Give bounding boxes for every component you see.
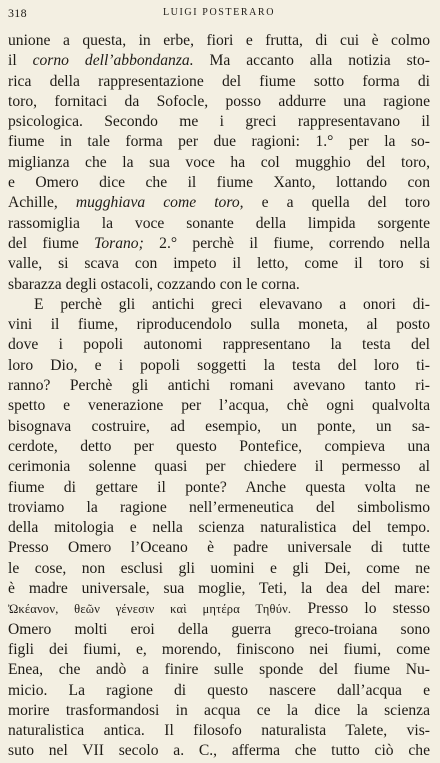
text-line xyxy=(8,457,430,477)
text-line xyxy=(8,193,430,213)
text-line xyxy=(8,701,430,721)
text-run: micio. La ragione di questo nascere dall’acqua e xyxy=(8,681,430,699)
text-run: 2.° perchè il fiume, correndo nella xyxy=(143,234,430,252)
text-run: il xyxy=(8,52,33,70)
text-line xyxy=(8,254,430,274)
text-line xyxy=(8,275,430,295)
italic-phrase: corno dell’abbondanza. xyxy=(32,52,194,70)
text-run: cerimonia solenne quasi per chiedere il permesso al xyxy=(8,458,430,476)
text-run: valle, si scava con impeto il letto, come il toro si xyxy=(8,255,430,273)
text-line xyxy=(8,112,430,132)
text-run: ranno? Perchè gli antichi romani avevano tanto ri- xyxy=(8,377,430,395)
text-run: naturalistica antica. Il filosofo naturalista Talete, vis- xyxy=(8,722,430,740)
text-run: unione a questa, in erbe, fiori e frutta, di cui è colmo xyxy=(8,32,430,49)
text-line xyxy=(8,620,430,640)
text-run: bisognava costruire, ad esempio, un ponte, un sa- xyxy=(8,417,430,435)
text-line xyxy=(8,741,430,761)
page-header xyxy=(8,6,430,26)
text-line xyxy=(8,417,430,437)
greek-quote: Ὠκέανον, θεῶν γένεσιν καὶ μητέρα Τηθύν. xyxy=(8,602,292,617)
text-run: vini il fiume, riproducendolo sulla moneta, al posto xyxy=(8,316,430,334)
text-run: le cose, non esclusi gli uomini e gli Dei, come ne xyxy=(8,559,430,577)
text-run: figli dei fiumi, e, morendo, finiscono nei fiumi, come xyxy=(8,640,430,658)
page-number: 318 xyxy=(8,6,27,20)
text-line xyxy=(8,173,430,193)
text-run: loro Dio, e i popoli soggetti la testa del loro ti- xyxy=(8,356,430,374)
text-run: sbarazza degli ostacoli, cozzando con le corna. xyxy=(8,275,300,293)
text-line xyxy=(8,153,430,173)
text-line xyxy=(8,721,430,741)
text-line xyxy=(8,599,430,619)
running-head: LUIGI POSTERARO xyxy=(162,7,276,18)
text-line xyxy=(8,681,430,701)
text-line xyxy=(8,92,430,112)
text-run: e Omero dice che il fiume Xanto, lottando con xyxy=(8,174,430,192)
text-line xyxy=(8,72,430,92)
text-run: Presso lo stesso xyxy=(291,600,430,618)
text-run: cerdote, detto per questo Pontefice, compieva una xyxy=(8,437,430,455)
text-line xyxy=(8,478,430,498)
text-run: morire trasformandosi in acqua ce la dice la scienza xyxy=(8,701,430,719)
text-line xyxy=(8,335,430,355)
text-run: suto nel VII secolo a. C., afferma che tutto ciò che xyxy=(8,742,430,760)
text-run: rassomiglia la voce sonante della limpida sorgente xyxy=(8,214,430,232)
text-line xyxy=(8,214,430,234)
text-run: fiume in tale forma per due ragioni: 1.° per la so- xyxy=(8,133,430,151)
text-run: del fiume xyxy=(8,234,95,252)
text-run: è madre universale, sua moglie, Teti, la dea del mare: xyxy=(8,580,430,598)
text-line xyxy=(8,132,430,152)
text-line xyxy=(8,640,430,660)
text-line xyxy=(8,234,430,254)
text-run: miglianza che la sua voce ha col mugghio del toro, xyxy=(8,153,430,171)
body-text xyxy=(8,31,430,762)
italic-phrase: Torano; xyxy=(94,234,144,252)
text-line xyxy=(8,376,430,396)
text-run: della mitologia e nella scienza naturalistica del tempo. xyxy=(8,519,430,537)
text-run: Presso Omero l’Oceano è padre universale di tutte xyxy=(8,539,430,557)
text-run: spetto e venerazione per l’acqua, chè ogni qualvolta xyxy=(8,397,430,415)
text-run: dove i popoli autonomi rappresentano la testa del xyxy=(8,336,430,354)
text-run: E perchè gli antichi greci elevavano a onori di- xyxy=(34,295,430,313)
text-run: toro, fornitaci da Sofocle, posso addurre una ragione xyxy=(8,92,430,110)
text-run: Omero molti eroi della guerra greco-troiana sono xyxy=(8,620,430,638)
text-line xyxy=(8,559,430,579)
text-run: fiume di gettare il ponte? Anche questa volta ne xyxy=(8,478,430,496)
text-run: Enea, che andò a finire sulle sponde del fiume Nu- xyxy=(8,661,430,679)
text-line xyxy=(8,498,430,518)
text-run: Ma accanto alla notizia sto- xyxy=(193,52,430,70)
text-line xyxy=(8,356,430,376)
text-line xyxy=(8,579,430,599)
text-line xyxy=(8,437,430,457)
text-line xyxy=(8,31,430,51)
text-run: e a quella del toro xyxy=(243,194,430,212)
text-run: troviamo la ragione nell’ermeneutica del simbolismo xyxy=(8,498,430,516)
text-line xyxy=(8,538,430,558)
text-run: rica della rappresentazione del fiume sotto forma di xyxy=(8,72,430,90)
text-line xyxy=(8,396,430,416)
text-line xyxy=(8,295,430,315)
text-line xyxy=(8,660,430,680)
text-run: Achille, xyxy=(8,194,76,212)
italic-phrase: mugghiava come toro, xyxy=(75,194,244,212)
text-run: psicologica. Secondo me i greci rappresentavano il xyxy=(8,113,430,131)
text-line xyxy=(8,51,430,71)
text-line xyxy=(8,518,430,538)
text-line xyxy=(8,315,430,335)
